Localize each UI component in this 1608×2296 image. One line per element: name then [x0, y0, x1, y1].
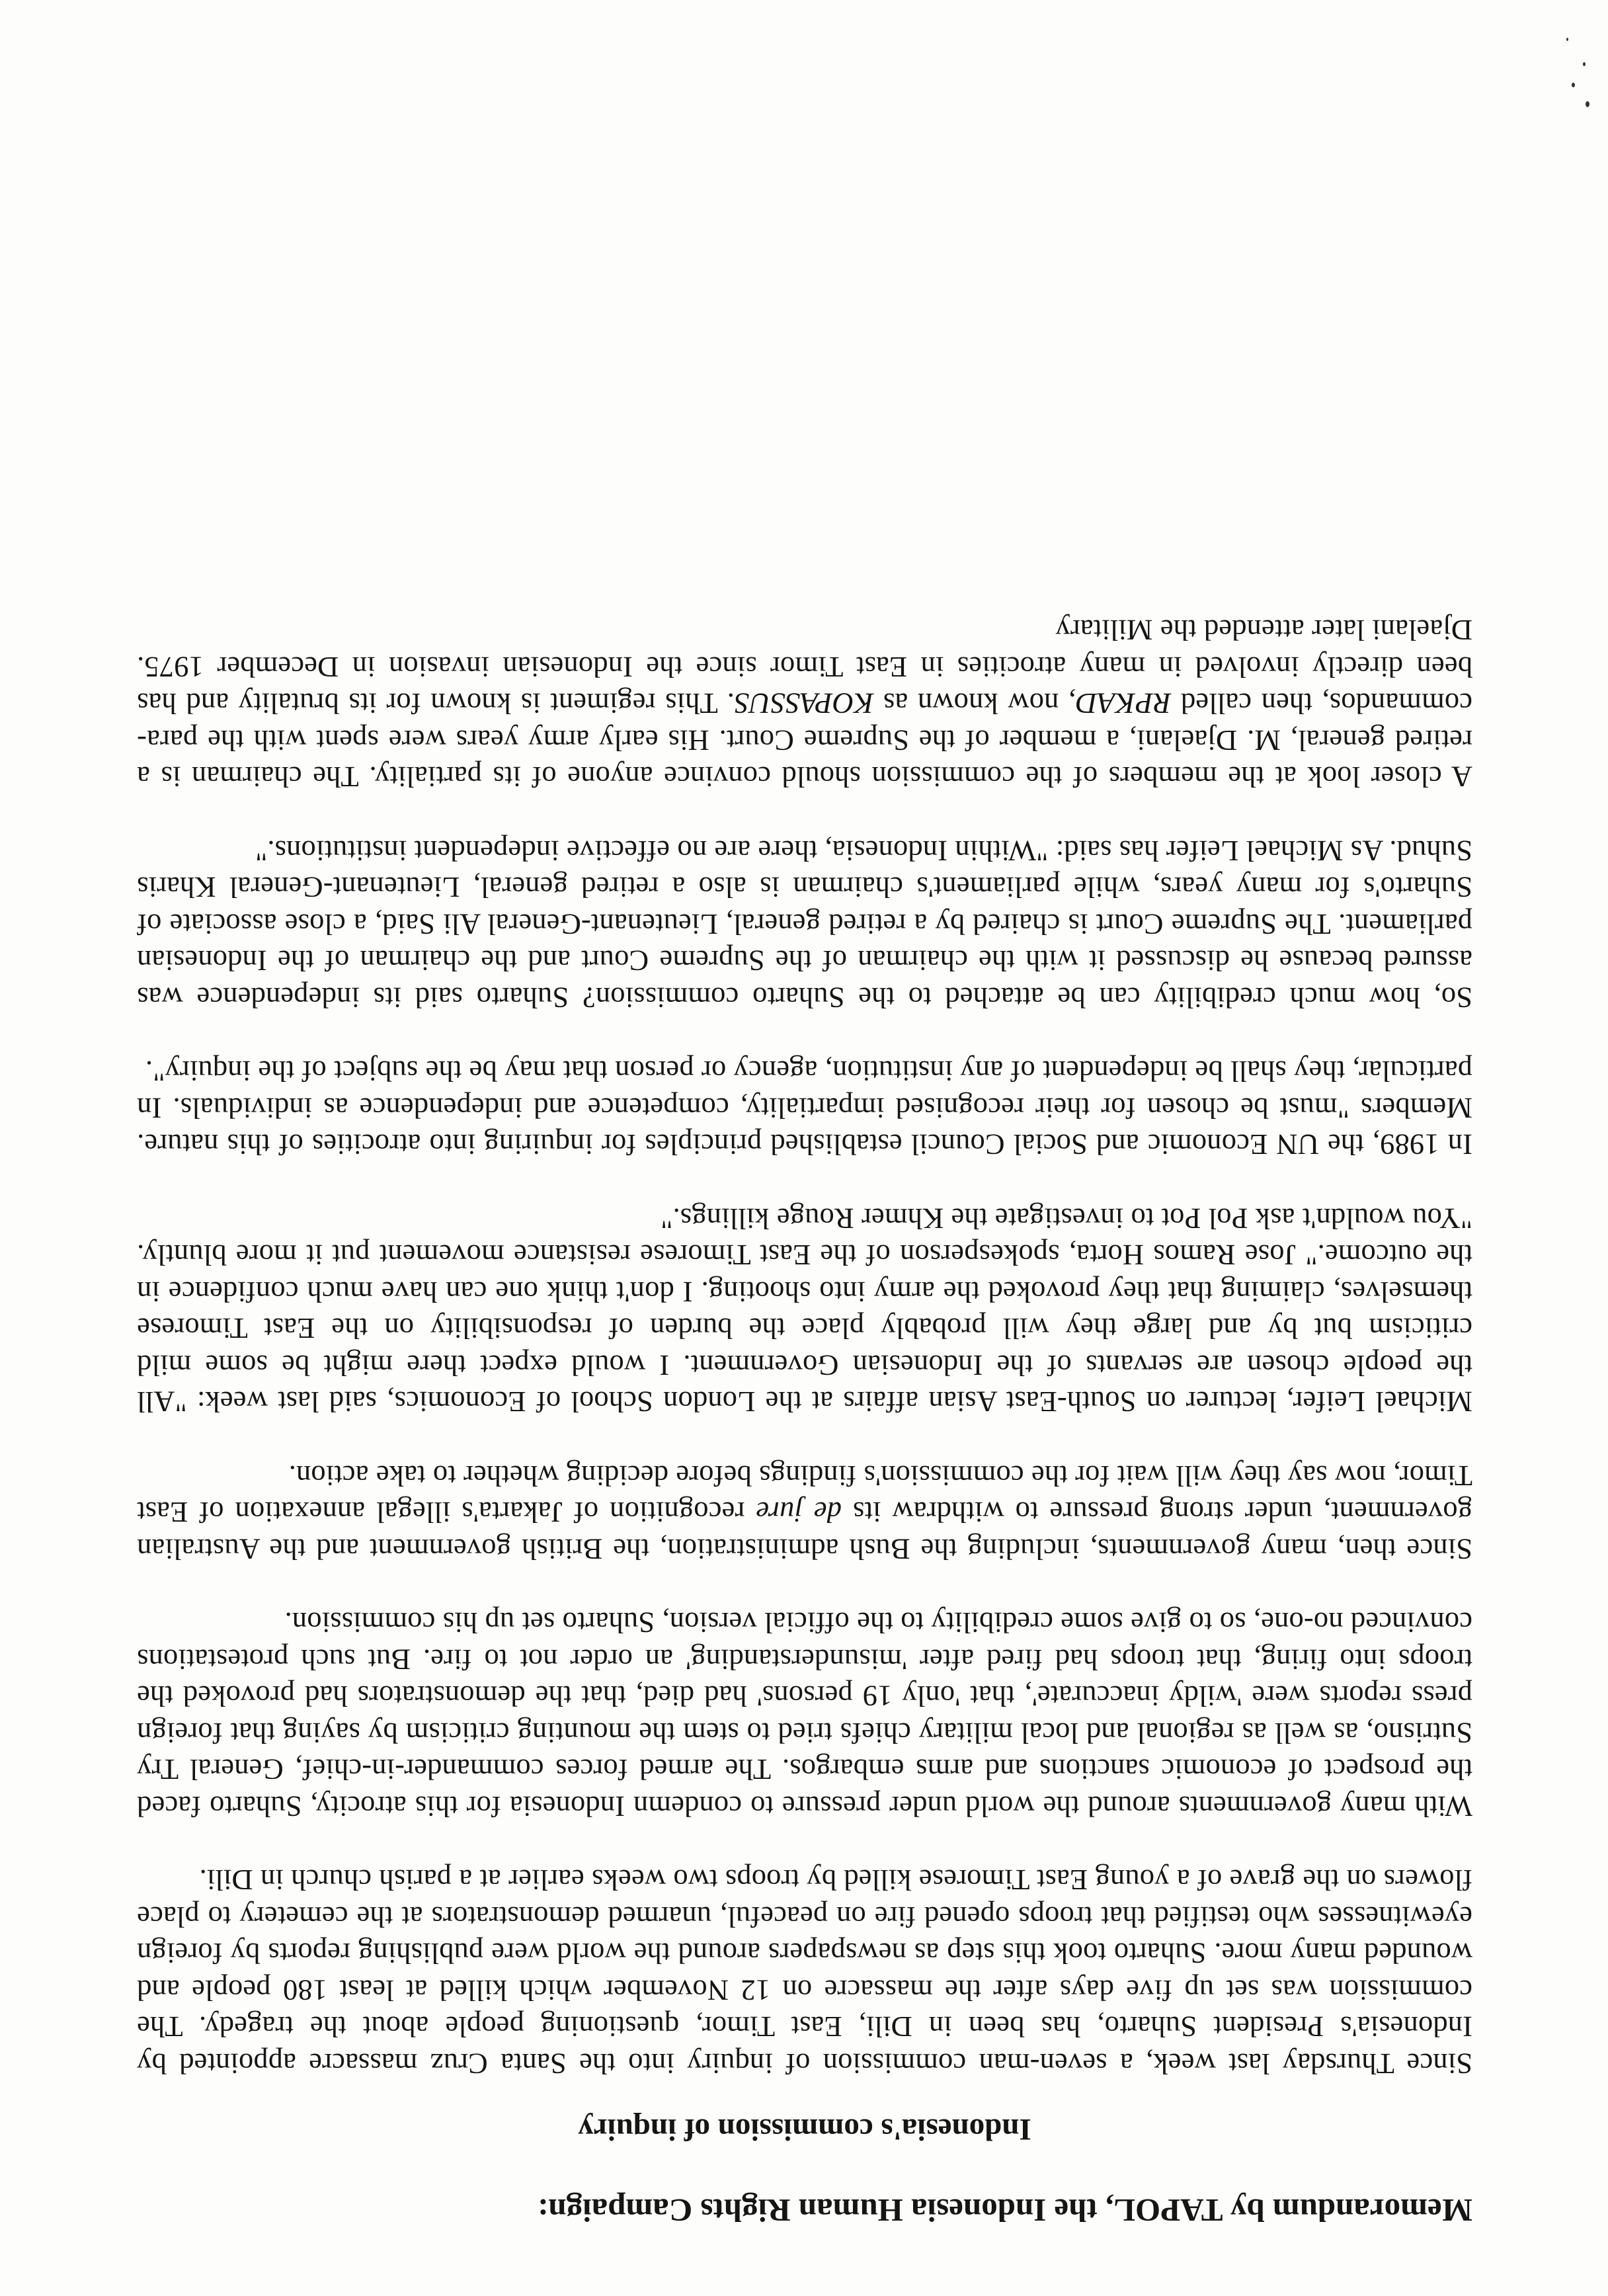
- document-subheading: Indonesia's commission of inquiry: [578, 2112, 1031, 2147]
- paragraph-7: [137, 612, 1472, 796]
- scan-speck: [1566, 38, 1568, 41]
- paragraph-6: So, how much credibility can be attached to the Suharto commission? Suharto said its independence was assured because he discussed it with the chairman of the Supreme Court and the chairman of the Indonesian parliament. The Supreme Court is chaired by a retired general, Lieutenant-General Ali Said, a close associate of Suharto's for many years, while parliament's chairman is also a retired general, Lieutenant-General Kharis Suhud. As Michael Leifer has said: "Within Indonesia, there are no effective independent institutions.": [137, 835, 1472, 1014]
- scan-specks: [1555, 15, 1595, 114]
- paragraph-7-italic-kopassus: KOPASSUS: [734, 687, 874, 721]
- paragraph-4: Michael Leifer, lecturer on South-East Asian affairs at the London School of Economics, said last week: "All the people chosen are servants of the Indonesian Government. I would expect there might be some mild criticism but by and large they will probably place the burden of responsibility on the East Timorese themselves, claiming that they provoked the army into shooting. I don't think one can have much confidence in the outcome." Jose Ramos Horta, spokesperson of the East Timorese resistance movement put it more bluntly. "You wouldn't ask Pol Pot to investigate the Khmer Rouge killings.": [137, 1202, 1472, 1419]
- memorandum-document: [137, 612, 1472, 2231]
- scan-speck: [1586, 101, 1589, 107]
- paragraph-7-italic-rpkad: RPKAD: [1076, 687, 1172, 721]
- paragraph-3-text-b: recognition of Jakarta's illegal annexation of East Timor, now say they will wait for the commission's findings before deciding whether to take action.: [137, 1459, 1472, 1530]
- scan-speck: [1583, 62, 1586, 66]
- paragraph-7-text-a: A closer look at the members of the commission should convince anyone of its partiality. The chairman is a retired general, M. Djaelani, a member of the Supreme Court. His early army years were spent with the para-commandos, then called: [137, 687, 1472, 794]
- paragraph-5: In 1989, the UN Economic and Social Council established principles for inquiring into atrocities of this nature. Members "must be chosen for their recognised impartiality, competence and independence as individuals. In particular, they shall be independent of any institution, agency or person that may be the subject of the inquiry".: [137, 1055, 1472, 1162]
- paragraph-1: Since Thursday last week, a seven-man commission of inquiry into the Santa Cruz massacre appointed by Indonesia's President Suharto, has been in Dili, East Timor, questioning people about the tragedy. The commission was set up five days after the massacre on 12 November which killed at least 180 people and wounded many more. Suharto took this step as newspapers around the world were publishing reports by foreign eyewitnesses who testified that troops opened fire on peaceful, unarmed demonstrators at the cemetery to place flowers on the grave of a young East Timorese killed by troops two weeks earlier at a parish church in Dili.: [137, 1864, 1472, 2080]
- scan-speck: [1572, 83, 1575, 87]
- paragraph-2: With many governments around the world under pressure to condemn Indonesia for this atrocity, Suharto faced the prospect of economic sanctions and arms embargos. The armed forces commander-in-chief, General Try Sutrisno, as well as regional and local military chiefs tried to stem the mounting criticism by saying that foreign press reports were 'wildy inaccurate', that 'only 19 persons' had died, that the demonstrators had provoked the troops into firing, that troops had fired after 'misunderstanding' an order not to fire. But such protestations convinced no-one, so to give some credibility to the official version, Suharto set up his commission.: [137, 1606, 1472, 1823]
- document-heading: Memorandum by TAPOL, the Indonesia Human Rights Campaign:: [538, 2192, 1472, 2229]
- paragraph-3-italic-de-jure: de jure: [756, 1496, 842, 1530]
- paragraph-7-text-b: , now known as: [873, 687, 1076, 721]
- paragraph-7-text-c: . This regiment is known for its brutality and has been directly involved in many atrocities in East Timor since the Indonesian invasion in December 1975. Djaelani later attended the Military: [137, 614, 1472, 721]
- paragraph-3: [137, 1457, 1472, 1568]
- paragraph-3-text-a: Since then, many governments, including the Bush administration, the British government and the Australian government, under strong pressure to withdraw its: [137, 1496, 1472, 1566]
